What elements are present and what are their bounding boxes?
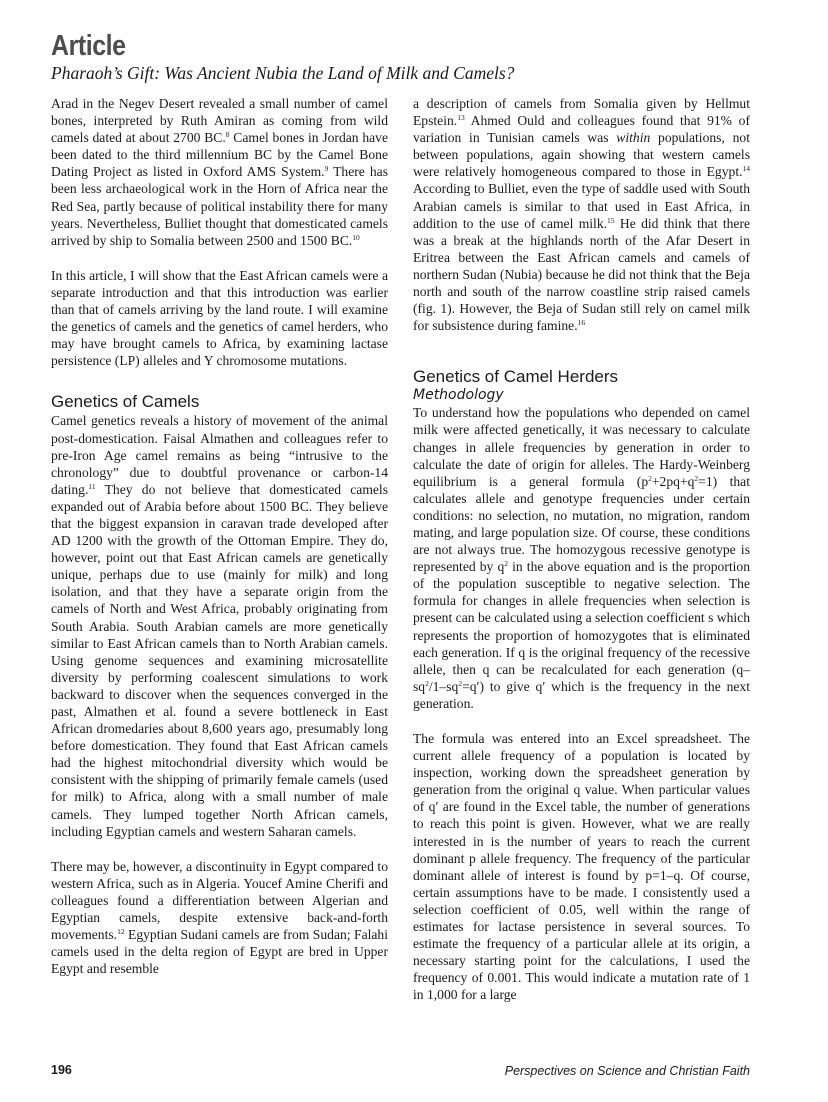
footnote-ref[interactable]: 15: [607, 215, 615, 225]
footnote-ref[interactable]: 11: [88, 481, 96, 491]
paragraph: a description of camels from Somalia given by Hellmut Epstein.$^{13}$ Ahmed Ould and colleagues found that 91% of variation in Tunisian camels was within populations, not between populations, again showing that western camels were relatively homogeneous compared to those in Egypt.$^{14}$ According to Bulliet, even the type of saddle used with South Arabian camels is similar to that used in East Africa, in addition to the use of camel milk.$^{15}$ He did think that there was a break at the highlands north of the Afar Desert in Eritrea between the East African camels and camels of northern Sudan (Nubia) because he did not think that the Beja north and south of the narrow coastline strip raised camels (fig. 1). However, the Beja of Sudan still rely on camel milk for subsistence during famine.$^{16}$: [413, 96, 751, 334]
paragraph: To understand how the populations who depended on camel milk were affected genetically, it was necessary to calculate changes in allele frequencies by generation in order to calculate the date of origin for alleles. The Hardy-Weinberg equilibrium is a general formula $(p^2+2pq+q^2=1)$ that calculates allele and genotype frequencies under certain conditions: no selection, no mutation, no migration, random mating, and large population size. Of course, these conditions are not always true. The homozygous recessive genotype is represented by $q^2$ in the above equation and is the proportion of the population susceptible to negative selection. The formula for changes in allele frequencies when selection is present can be calculated using a selection coefficient s which represents the proportion of homozygotes that is eliminated each generation. If q is the original frequency of the recessive allele, then q can be recalculated for each generation $(q-sq^2/1-sq^2=q')$ to give q′ which is the frequency in the next generation.: [413, 405, 750, 711]
left-column: [51, 95, 388, 977]
footnote-ref[interactable]: 10: [352, 232, 360, 242]
section-heading: Genetics of Camels: [51, 392, 200, 412]
article-title: Pharaoh’s Gift: Was Ancient Nubia the Land of Milk and Camels?: [51, 63, 515, 83]
paragraph: In this article, I will show that the East African camels were a separate introduction and that this introduction was earlier than that of camels arriving by the land route. I will examine the genetics of camels and the genetics of camel herders, who may have brought camels to Africa, by examining lactase persistence (LP) alleles and Y chromosome mutations.: [51, 267, 388, 369]
paragraph: Camel genetics reveals a history of movement of the animal post-domestication. Faisal Almathen and colleagues refer to pre-Iron Age camel remains as being “intrusive to the chronology” due to doubtful provenance or carbon-14 dating.$^{11}$ They do not believe that domesticated camels expanded out of Arabia before about 1500 BC. They believe that the biggest expansion in caravan trade developed after AD 1200 with the growth of the Ottoman Empire. They do, however, point out that East African camels are genetically unique, perhaps due to use (mainly for milk) and long isolation, and that they have a separate origin from the camels of North and West Africa, probably originating from South Arabia. South Arabian camels are more genetically similar to East African camels than to North Arabian camels. Using genome sequences and examining microsatellite diversity by performing coalescent simulations to work backward to discover when the sequences converged in the past, Almathen et al. found a severe bottleneck in East African dromedaries about 8,600 years ago, presumably long before domestication. They found that East African camels had the highest mitochondrial diversity which would be consistent with the shipping of primarily female camels (used for milk) to Africa, along with a small number of male camels. They lumped together North African camels, including Egyptian camels and western Saharan camels.: [51, 413, 388, 839]
section-heading: Genetics of Camel Herders: [413, 367, 619, 387]
paragraph: The formula was entered into an Excel spreadsheet. The current allele frequency of a population is located by inspection, working down the spreadsheet generation by generation from the original q value. When particular values of q′ are found in the Excel table, the number of generations to reach this point is given. However, what we are really interested in is the number of years to reach the current dominant p allele frequency. The frequency of the particular dominant allele of interest is found by p=1–q. Of course, certain assumptions have to be made. I consistently used a selection coefficient of 0.05, well within the range of estimates for lactase persistence in several sources. To estimate the frequency of a particular allele at its origin, a necessary starting point for the calculations, I used the frequency of 0.001. This would indicate a mutation rate of 1 in 1,000 for a large: [413, 731, 750, 1003]
footnote-ref[interactable]: 14: [742, 164, 750, 174]
footnote-ref[interactable]: 16: [577, 318, 586, 328]
paragraph: There may be, however, a discontinuity in Egypt compared to western Africa, such as in Algeria. Youcef Amine Cherifi and colleagues found a differentiation between Algerian and Egyptian camels, despite extensive back-and-forth movements.$^{12}$ Egyptian Sudani camels are from Sudan; Falahi camels used in the delta region of Egypt are bred in Upper Egypt and resemble: [51, 858, 388, 977]
page-number: 196: [51, 1063, 72, 1077]
footnote-ref[interactable]: 8: [225, 130, 230, 140]
footnote-ref[interactable]: 9: [324, 164, 329, 174]
section-kicker: Article: [51, 30, 126, 62]
paragraph: Arad in the Negev Desert revealed a small number of camel bones, interpreted by Ruth Amiran as coming from wild camels dated at about 2700 BC.$^8$ Camel bones in Jordan have been dated to the third millennium BC by the Camel Bone Dating Project as listed in Oxford AMS System.$^9$ There has been less archaeological work in the Horn of Africa near the Red Sea, partly because of political instability there for many years. Nevertheless, Bulliet thought that domesticated camels arrived by ship to Somalia between 2500 and 1500 BC.$^{10}$: [51, 96, 389, 248]
footnote-ref[interactable]: 13: [457, 113, 465, 123]
footnote-ref[interactable]: 12: [117, 927, 125, 937]
subsection-heading: Methodology: [413, 387, 504, 404]
journal-name: Perspectives on Science and Christian Faith: [504, 1064, 750, 1078]
right-column: [413, 95, 750, 1004]
